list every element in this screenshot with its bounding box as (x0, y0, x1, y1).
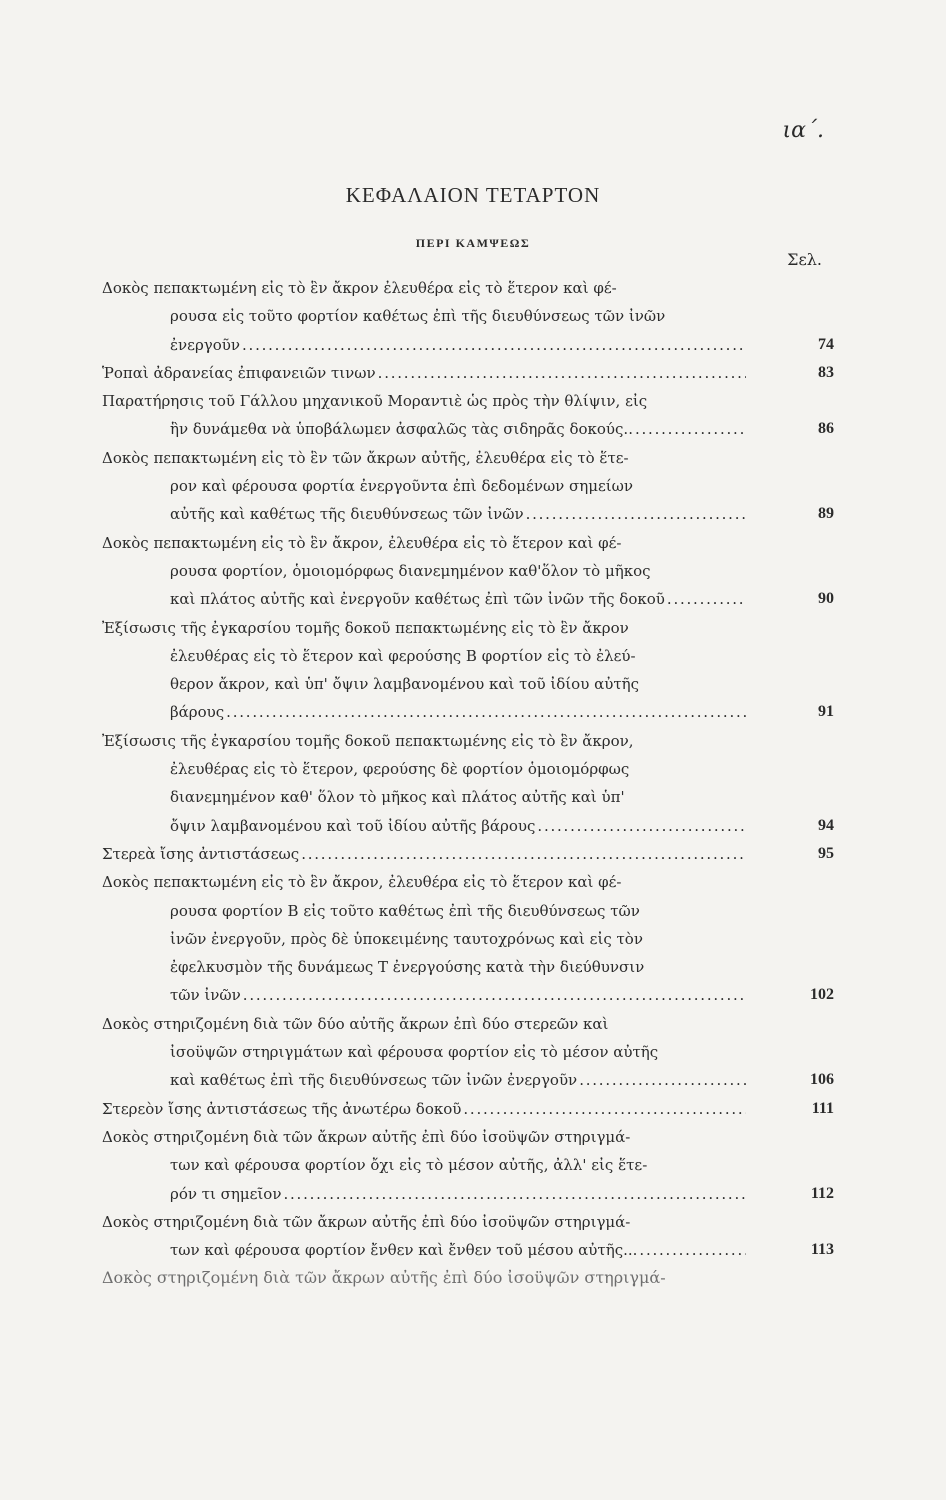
toc-entry-line: Παρατήρησις τοῦ Γάλλου μηχανικοῦ Μοραντιὲ ὡς πρὸς τὴν θλίψιν, εἰς (102, 392, 648, 411)
toc-entry (102, 387, 834, 444)
toc-entry-line (102, 1095, 746, 1123)
toc-entry-line: Δοκὸς στηριζομένη διὰ τῶν δύο αὐτῆς ἄκρων ἐπὶ δύο στερεῶν καὶ (102, 1014, 609, 1033)
toc-entry-line: ἐφελκυσμὸν τῆς δυνάμεως Τ ἐνεργούσης κατὰ τὴν διεύθυνσιν (170, 958, 645, 977)
toc-entry-text: αὐτῆς καὶ καθέτως τῆς διευθύνσεως τῶν ἰνῶν (170, 505, 524, 524)
dot-leader (526, 500, 746, 528)
toc-entry (102, 1010, 834, 1095)
toc-page-number: 111 (811, 1099, 834, 1117)
toc-entry-line: ἐλευθέρας εἰς τὸ ἕτερον, φερούσης δὲ φορτίον ὁμοιομόρφως (170, 760, 630, 779)
toc-entry-text: Στερεὰ ἴσης ἀντιστάσεως (102, 844, 300, 863)
toc-entry-line: ρουσα φορτίον, ὁμοιομόρφως διανεμημένον καθ'ὅλον τὸ μῆκος (170, 561, 651, 580)
toc-page-number: 86 (818, 420, 834, 438)
dot-leader (378, 359, 746, 387)
trailing-entry-line: Δοκὸς στηριζομένη διὰ τῶν ἄκρων αὐτῆς ἐπὶ δύο ἰσοϋψῶν στηριγμά- (102, 1268, 666, 1288)
toc-entry-text: Στερεὸν ἴσης ἀντιστάσεως τῆς ἀνωτέρω δοκοῦ (102, 1099, 462, 1118)
toc-entry-line: των καὶ φέρουσα φορτίον ὄχι εἰς τὸ μέσον αὐτῆς, ἀλλ' εἰς ἕτε- (170, 1156, 648, 1175)
toc-entry-line: διανεμημένον καθ' ὅλον τὸ μῆκος καὶ πλάτος αὐτῆς καὶ ὑπ' (170, 788, 625, 807)
toc-page-number: 95 (818, 844, 834, 862)
page-column-label: Σελ. (787, 250, 822, 269)
toc-entry-text: βάρους (170, 703, 225, 722)
toc-page-number: 112 (810, 1184, 834, 1202)
dot-leader (635, 415, 746, 443)
toc-entry-line: Ἐξίσωσις τῆς ἐγκαρσίου τομῆς δοκοῦ πεπακτωμένης εἰς τὸ ἓν ἄκρον, (102, 731, 634, 750)
dot-leader (243, 981, 746, 1009)
toc-entry-line (102, 1180, 746, 1208)
toc-page-number: 74 (818, 335, 834, 353)
toc-page-number: 89 (818, 505, 834, 523)
toc-entry-line: Δοκὸς πεπακτωμένη εἰς τὸ ἓν τῶν ἄκρων αὐτῆς, ἐλευθέρα εἰς τὸ ἕτε- (102, 448, 629, 467)
toc-entry (102, 1208, 834, 1265)
toc-entry-line (102, 331, 746, 359)
toc-entry (102, 868, 834, 1009)
toc-entry-line: ρον καὶ φέρουσα φορτία ἐνεργοῦντα ἐπὶ δεδομένων σημείων (170, 477, 634, 496)
toc-entry-text: ἣν δυνάμεθα νὰ ὑποβάλωμεν ἀσφαλῶς τὰς σιδηρᾶς δοκούς.. (170, 420, 633, 439)
toc-entry (102, 614, 834, 727)
toc-entry-text: ρόν τι σημεῖον (170, 1184, 282, 1203)
dot-leader (537, 812, 746, 840)
toc-entry (102, 359, 834, 387)
section-title: ΠΕΡΙ ΚΑΜΨΕΩΣ (415, 236, 531, 250)
toc-entry-line (102, 1236, 746, 1264)
toc-page-number: 113 (810, 1241, 834, 1259)
toc-entry-line: Δοκὸς πεπακτωμένη εἰς τὸ ἓν ἄκρον ἐλευθέρα εἰς τὸ ἕτερον καὶ φέ- (102, 279, 617, 297)
toc-entry-line (102, 500, 746, 528)
table-of-contents (102, 274, 834, 1293)
toc-entry (102, 529, 834, 614)
toc-entry-line: Δοκὸς πεπακτωμένη εἰς τὸ ἓν ἄκρον, ἐλευθέρα εἰς τὸ ἕτερον καὶ φέ- (102, 873, 622, 892)
toc-page-number: 83 (818, 363, 834, 381)
dot-leader (667, 585, 746, 613)
toc-entry (102, 274, 834, 359)
toc-entry-line: ρουσα φορτίον Β εἰς τοῦτο καθέτως ἐπὶ τῆς διευθύνσεως τῶν (170, 901, 640, 920)
toc-page-number: 91 (818, 703, 834, 721)
toc-entry-line (102, 981, 746, 1009)
toc-entry (102, 1123, 834, 1208)
dot-leader (301, 840, 746, 868)
dot-leader (283, 1180, 746, 1208)
toc-entry-text: ὄψιν λαμβανομένου καὶ τοῦ ἰδίου αὐτῆς βάρους (170, 816, 536, 835)
toc-entry-line (102, 840, 746, 868)
dot-leader (639, 1236, 746, 1264)
toc-entry-text: ἐνεργοῦν (170, 335, 240, 354)
toc-page-number: 94 (818, 816, 834, 834)
dot-leader (579, 1066, 746, 1094)
chapter-title: ΚΕΦΑΛΑΙΟΝ ΤΕΤΑΡΤΟΝ (345, 183, 601, 207)
toc-page-number: 102 (810, 986, 834, 1004)
toc-entry-line (102, 585, 746, 613)
toc-entry-line (102, 812, 746, 840)
toc-entry-line: ρουσα εἰς τοῦτο φορτίον καθέτως ἐπὶ τῆς διευθύνσεως τῶν ἰνῶν (170, 307, 666, 326)
toc-entry-line: Δοκὸς στηριζομένη διὰ τῶν ἄκρων αὐτῆς ἐπὶ δύο ἰσοϋψῶν στηριγμά- (102, 1212, 631, 1231)
toc-page-number: 106 (810, 1071, 834, 1089)
dot-leader (463, 1095, 746, 1123)
toc-entry (102, 727, 834, 840)
toc-entry-line: Δοκὸς στηριζομένη διὰ τῶν ἄκρων αὐτῆς ἐπὶ δύο ἰσοϋψῶν στηριγμά- (102, 1127, 631, 1146)
toc-entry-line: Ἐξίσωσις τῆς ἐγκαρσίου τομῆς δοκοῦ πεπακτωμένης εἰς τὸ ἓν ἄκρον (102, 618, 629, 637)
toc-entry-line: θερον ἄκρον, καὶ ὑπ' ὄψιν λαμβανομένου καὶ τοῦ ἰδίου αὐτῆς (170, 675, 640, 694)
toc-entry-text: καὶ πλάτος αὐτῆς καὶ ἐνεργοῦν καθέτως ἐπὶ τῶν ἰνῶν τῆς δοκοῦ (170, 590, 665, 609)
toc-page-number: 90 (818, 590, 834, 608)
toc-entry-line: ἰνῶν ἐνεργοῦν, πρὸς δὲ ὑποκειμένης ταυτοχρόνως καὶ εἰς τὸν (170, 929, 643, 948)
toc-entry-text: Ῥοπαὶ ἀδρανείας ἐπιφανειῶν τινων (102, 363, 376, 382)
toc-entry (102, 840, 834, 868)
toc-entry-line: ἐλευθέρας εἰς τὸ ἕτερον καὶ φερούσης Β φορτίον εἰς τὸ ἐλεύ- (170, 646, 636, 665)
page-number: ια΄. (782, 118, 824, 143)
dot-leader (242, 331, 746, 359)
toc-entry-line (102, 359, 746, 387)
toc-entry-line: Δοκὸς πεπακτωμένη εἰς τὸ ἓν ἄκρον, ἐλευθέρα εἰς τὸ ἕτερον καὶ φέ- (102, 533, 622, 552)
dot-leader (226, 698, 746, 726)
toc-entry-text: των καὶ φέρουσα φορτίον ἔνθεν καὶ ἔνθεν τοῦ μέσου αὐτῆς... (170, 1241, 638, 1260)
toc-entry (102, 1095, 834, 1123)
toc-entry (102, 444, 834, 529)
toc-entry-line: ἰσοϋψῶν στηριγμάτων καὶ φέρουσα φορτίον εἰς τὸ μέσον αὐτῆς (170, 1043, 659, 1062)
toc-entry-text: τῶν ἰνῶν (170, 986, 241, 1005)
toc-entry-line (102, 698, 746, 726)
toc-entry-text: καὶ καθέτως ἐπὶ τῆς διευθύνσεως τῶν ἰνῶν ἐνεργοῦν (170, 1071, 578, 1090)
toc-entry-line (102, 415, 746, 443)
toc-entry-line (102, 1066, 746, 1094)
